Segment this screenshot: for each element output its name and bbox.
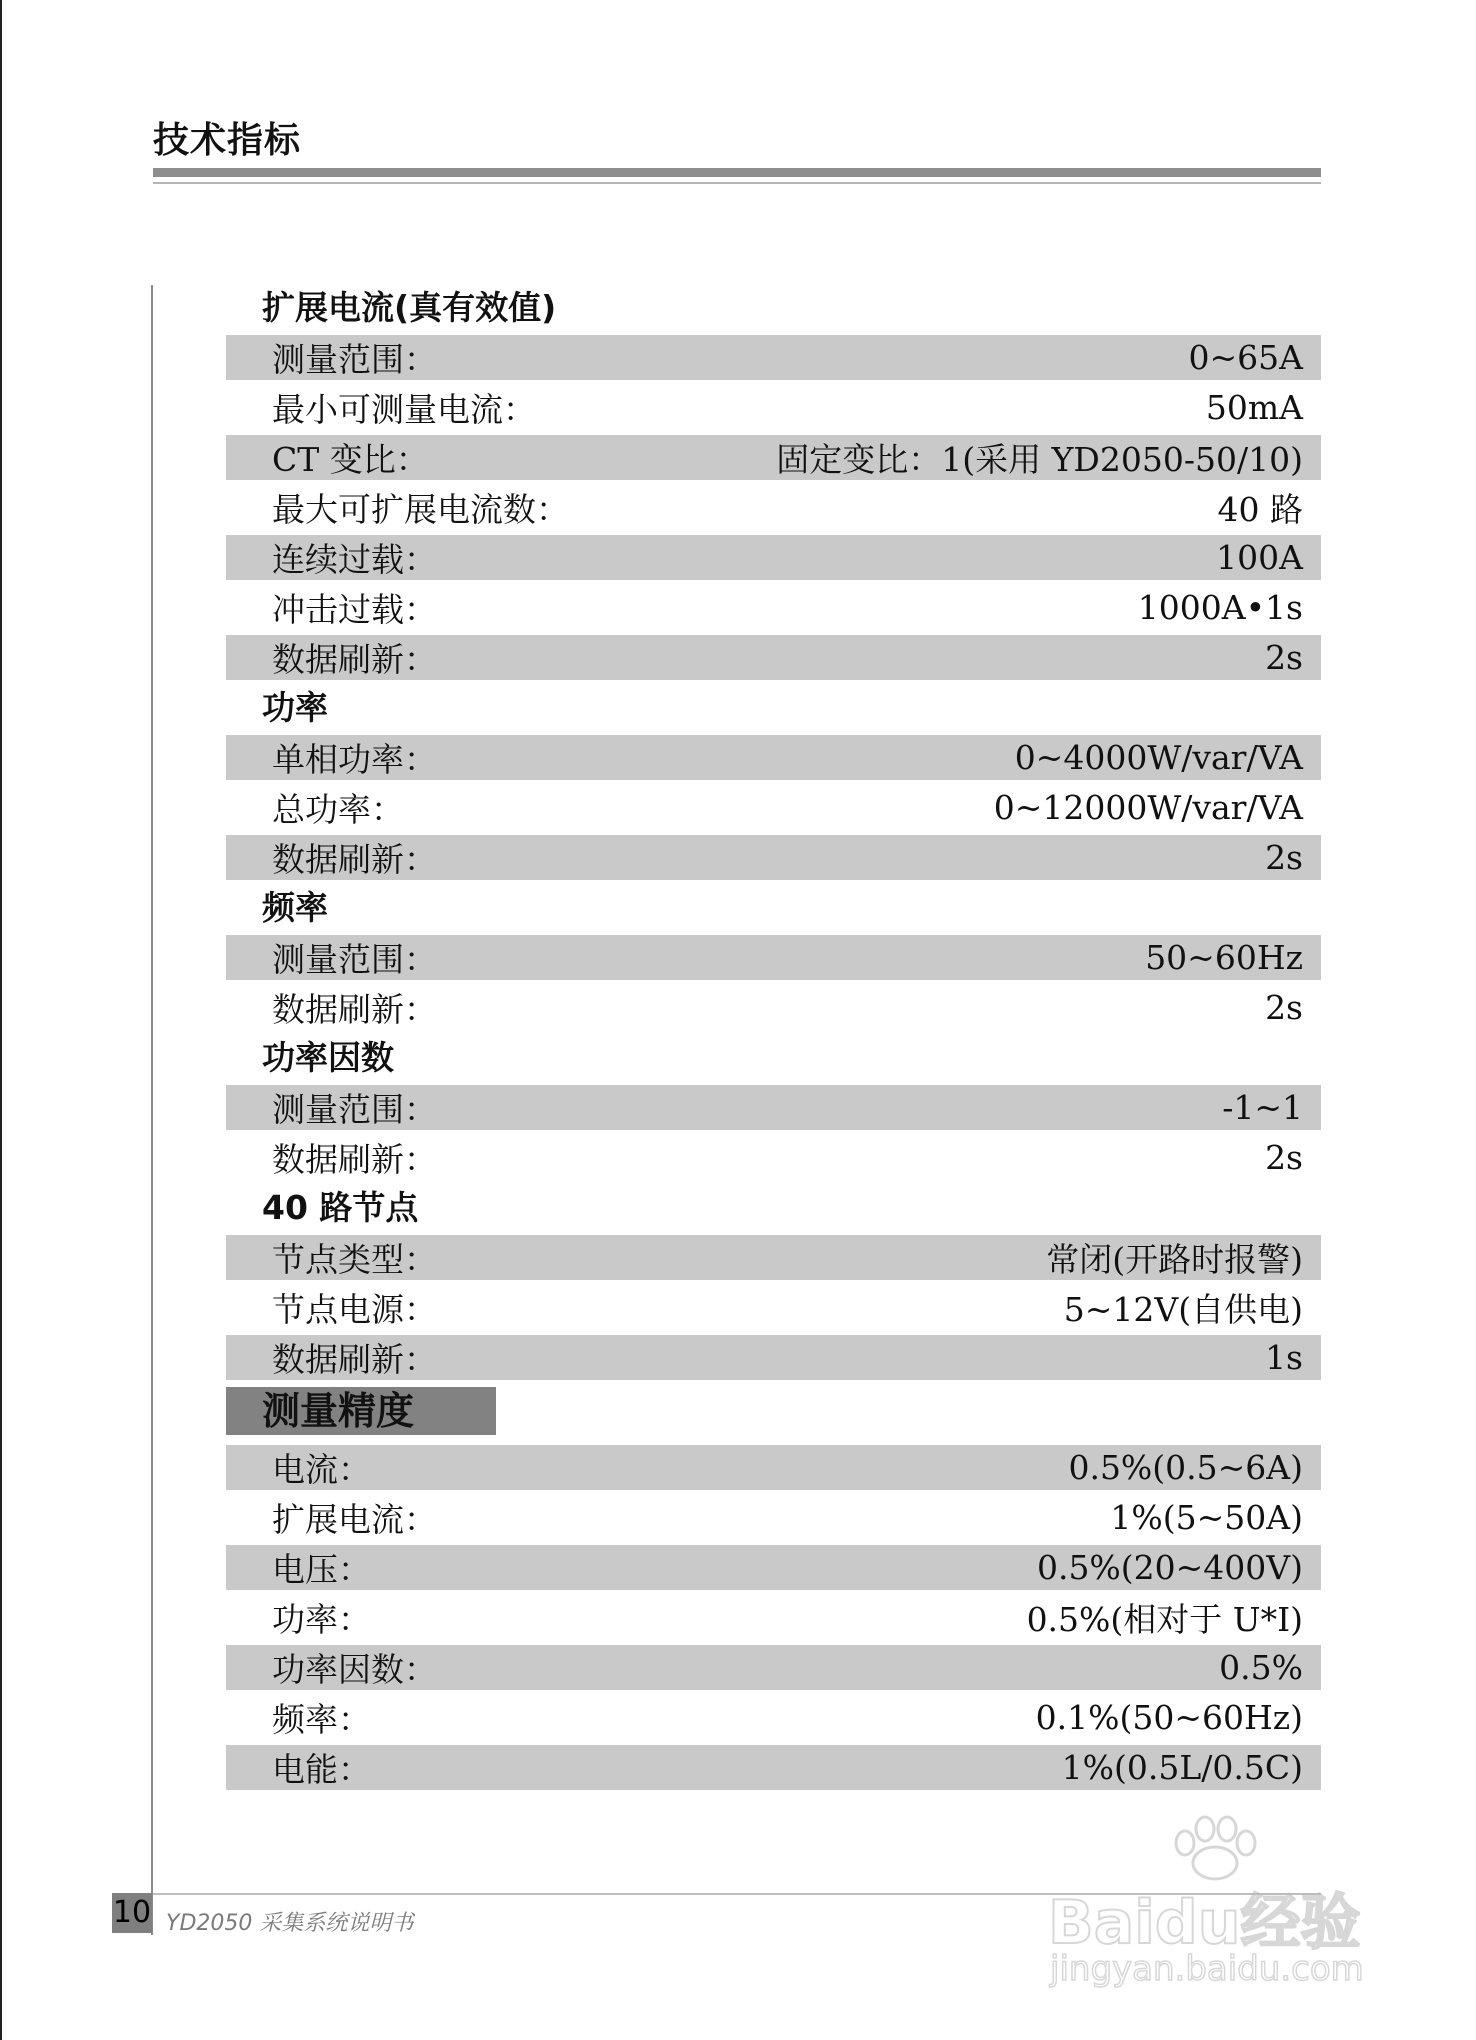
section-heading-power: 功率 xyxy=(262,688,328,727)
spec-value: 0~12000W/var/VA xyxy=(993,788,1303,827)
content-margin-line xyxy=(151,285,153,1935)
header-divider-thick xyxy=(153,168,1321,177)
spec-value: 0~65A xyxy=(1188,338,1303,377)
spec-row xyxy=(226,1745,1321,1790)
spec-row xyxy=(226,1545,1321,1590)
spec-label: 功率： xyxy=(272,1600,371,1639)
spec-label: 电流： xyxy=(272,1450,371,1489)
spec-row xyxy=(226,1335,1321,1380)
spec-label: 功率因数： xyxy=(272,1650,437,1689)
spec-row xyxy=(226,835,1321,880)
spec-label: 数据刷新： xyxy=(272,1340,437,1379)
spec-label: 扩展电流： xyxy=(272,1500,437,1539)
spec-value: 50~60Hz xyxy=(1145,938,1303,977)
spec-value: 0.1%(50~60Hz) xyxy=(1035,1698,1303,1737)
spec-row xyxy=(226,1085,1321,1130)
spec-row xyxy=(226,385,1321,430)
spec-label: 单相功率： xyxy=(272,740,437,779)
spec-value: 5~12V(自供电) xyxy=(1063,1290,1303,1329)
spec-value: 1%(0.5L/0.5C) xyxy=(1061,1748,1303,1787)
section-heading-nodes: 40 路节点 xyxy=(262,1188,419,1227)
spec-label: 最大可扩展电流数： xyxy=(272,490,569,529)
spec-value: 0.5%(20~400V) xyxy=(1036,1548,1303,1587)
section-heading-frequency: 频率 xyxy=(262,888,328,927)
spec-row xyxy=(226,735,1321,780)
spec-value: 0~4000W/var/VA xyxy=(1014,738,1303,777)
spec-row xyxy=(226,785,1321,830)
spec-label: 节点电源： xyxy=(272,1290,437,1329)
spec-value: 常闭(开路时报警) xyxy=(1046,1240,1303,1279)
section-heading-accuracy: 测量精度 xyxy=(226,1387,496,1435)
spec-label: 总功率： xyxy=(272,790,404,829)
spec-row xyxy=(226,1235,1321,1280)
spec-row xyxy=(226,535,1321,580)
spec-label: 数据刷新： xyxy=(272,640,437,679)
spec-value: 0.5% xyxy=(1219,1648,1303,1687)
spec-row xyxy=(226,485,1321,530)
spec-label: 节点类型： xyxy=(272,1240,437,1279)
spec-value: 2s xyxy=(1265,1138,1303,1177)
spec-label: 频率： xyxy=(272,1700,371,1739)
footer-document-title: YD2050 采集系统说明书 xyxy=(166,1911,414,1936)
page-header-title: 技术指标 xyxy=(153,120,302,161)
spec-value: 1s xyxy=(1265,1338,1303,1377)
baidu-watermark xyxy=(1040,1815,1420,2005)
spec-row xyxy=(226,985,1321,1030)
page-number: 10 xyxy=(112,1893,152,1933)
spec-label: 最小可测量电流： xyxy=(272,390,536,429)
spec-label: 电能： xyxy=(272,1750,371,1789)
spec-value: 40 路 xyxy=(1217,490,1303,529)
spec-value: -1~1 xyxy=(1222,1088,1303,1127)
spec-label: 数据刷新： xyxy=(272,990,437,1029)
spec-row xyxy=(226,1445,1321,1490)
spec-value: 50mA xyxy=(1205,388,1303,427)
spec-row xyxy=(226,585,1321,630)
section-heading-extended-current: 扩展电流(真有效值) xyxy=(262,288,557,327)
spec-value: 0.5%(相对于 U*I) xyxy=(1026,1600,1303,1639)
spec-row xyxy=(226,935,1321,980)
spec-row xyxy=(226,635,1321,680)
spec-value: 2s xyxy=(1265,638,1303,677)
spec-row xyxy=(226,1595,1321,1640)
spec-row xyxy=(226,435,1321,480)
spec-value: 100A xyxy=(1216,538,1303,577)
page-left-border xyxy=(0,0,2,2040)
spec-label: 测量范围： xyxy=(272,1090,437,1129)
watermark-brand: Baidu经验 xyxy=(1048,1888,1361,1958)
spec-label: 电压： xyxy=(272,1550,371,1589)
section-heading-power-factor: 功率因数 xyxy=(262,1038,394,1077)
spec-label: CT 变比： xyxy=(272,440,429,479)
spec-value: 1000A•1s xyxy=(1137,588,1303,627)
spec-label: 测量范围： xyxy=(272,340,437,379)
spec-label: 数据刷新： xyxy=(272,1140,437,1179)
spec-row xyxy=(226,1135,1321,1180)
spec-label: 冲击过载： xyxy=(272,590,437,629)
spec-row xyxy=(226,1495,1321,1540)
spec-label: 连续过载： xyxy=(272,540,437,579)
spec-value: 固定变比：1(采用 YD2050-50/10) xyxy=(776,440,1303,479)
watermark-url: jingyan.baidu.com xyxy=(1050,1949,1364,1989)
spec-row xyxy=(226,1695,1321,1740)
header-divider-thin xyxy=(153,182,1321,184)
spec-value: 2s xyxy=(1265,988,1303,1027)
spec-value: 1%(5~50A) xyxy=(1110,1498,1303,1537)
spec-row xyxy=(226,1645,1321,1690)
spec-row xyxy=(226,335,1321,380)
spec-row xyxy=(226,1285,1321,1330)
spec-value: 0.5%(0.5~6A) xyxy=(1068,1448,1303,1487)
spec-label: 测量范围： xyxy=(272,940,437,979)
spec-label: 数据刷新： xyxy=(272,840,437,879)
spec-value: 2s xyxy=(1265,838,1303,877)
spec-content xyxy=(226,285,1321,1795)
